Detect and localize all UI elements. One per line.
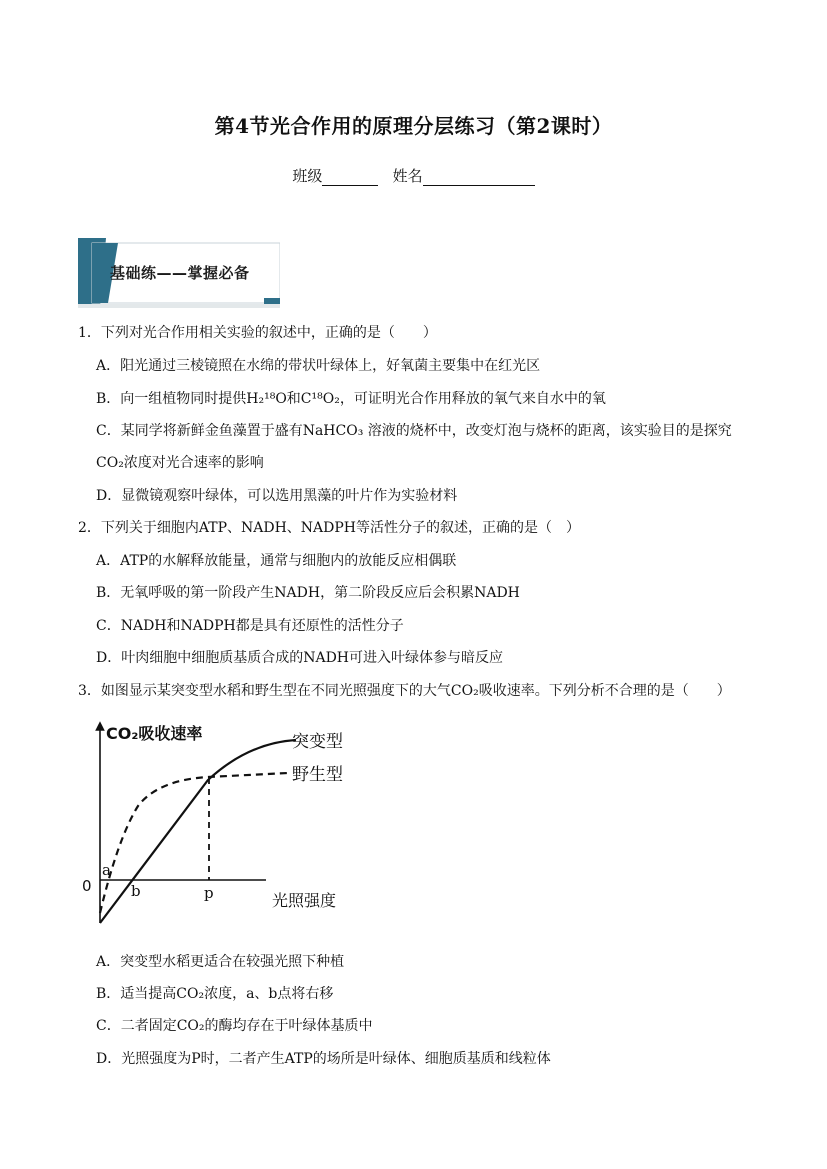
point-p-label: p <box>204 884 214 902</box>
question-3-stem: 3．如图显示某突变型水稻和野生型在不同光照强度下的大气CO₂吸收速率。下列分析不合理的是（ ） <box>78 683 731 699</box>
co2-absorption-chart <box>78 718 368 933</box>
section-banner-label: 基础练——掌握必备 <box>110 264 250 282</box>
question-2-option-b: B．无氧呼吸的第一阶段产生NADH，第二阶段反应后会积累NADH <box>96 585 520 601</box>
x-axis-label: 光照强度 <box>272 891 337 910</box>
question-1-option-d: D．显微镜观察叶绿体，可以选用黑藻的叶片作为实验材料 <box>96 488 458 504</box>
class-name-line <box>0 165 827 186</box>
question-1-option-c-cont: CO₂浓度对光合速率的影响 <box>96 455 264 471</box>
point-b-label: b <box>131 882 141 900</box>
question-3-option-d: D．光照强度为P时，二者产生ATP的场所是叶绿体、细胞质基质和线粒体 <box>96 1051 551 1067</box>
name-label: 姓名 <box>392 167 423 185</box>
question-1-stem: 1．下列对光合作用相关实验的叙述中，正确的是（ ） <box>78 325 437 341</box>
series-wild-type-label: 野生型 <box>292 765 343 785</box>
question-1-option-b: B．向一组植物同时提供H₂¹⁸O和C¹⁸O₂，可证明光合作用释放的氧气来自水中的氧 <box>96 391 606 407</box>
question-1-option-a: A．阳光通过三棱镜照在水绵的带状叶绿体上，好氧菌主要集中在红光区 <box>96 358 541 374</box>
series-wild-type-line <box>100 773 288 913</box>
series-mutant-line <box>100 740 296 923</box>
name-blank[interactable] <box>423 169 535 186</box>
point-a-label: a <box>102 861 111 879</box>
page-title: 第4节光合作用的原理分层练习（第2课时） <box>214 114 613 138</box>
question-2-option-d: D．叶肉细胞中细胞质基质合成的NADH可进入叶绿体参与暗反应 <box>96 650 504 666</box>
class-blank[interactable] <box>322 169 378 186</box>
question-3-option-a: A．突变型水稻更适合在较强光照下种植 <box>96 954 345 970</box>
origin-label: 0 <box>82 877 92 895</box>
question-2-option-a: A．ATP的水解释放能量，通常与细胞内的放能反应相偶联 <box>96 553 457 569</box>
series-mutant-label: 突变型 <box>292 732 343 752</box>
question-3-option-c: C．二者固定CO₂的酶均存在于叶绿体基质中 <box>96 1018 373 1034</box>
class-label: 班级 <box>292 167 323 185</box>
question-2-stem: 2．下列关于细胞内ATP、NADH、NADPH等活性分子的叙述，正确的是（ ） <box>78 520 581 536</box>
question-2-option-c: C．NADH和NADPH都是具有还原性的活性分子 <box>96 618 404 634</box>
y-axis-label: CO₂吸收速率 <box>106 724 203 743</box>
question-1-option-c: C．某同学将新鲜金鱼藻置于盛有NaHCO₃ 溶液的烧杯中，改变灯泡与烧杯的距离，该实验目的是探究 <box>96 423 732 439</box>
question-3-option-b: B．适当提高CO₂浓度，a、b点将右移 <box>96 986 334 1002</box>
